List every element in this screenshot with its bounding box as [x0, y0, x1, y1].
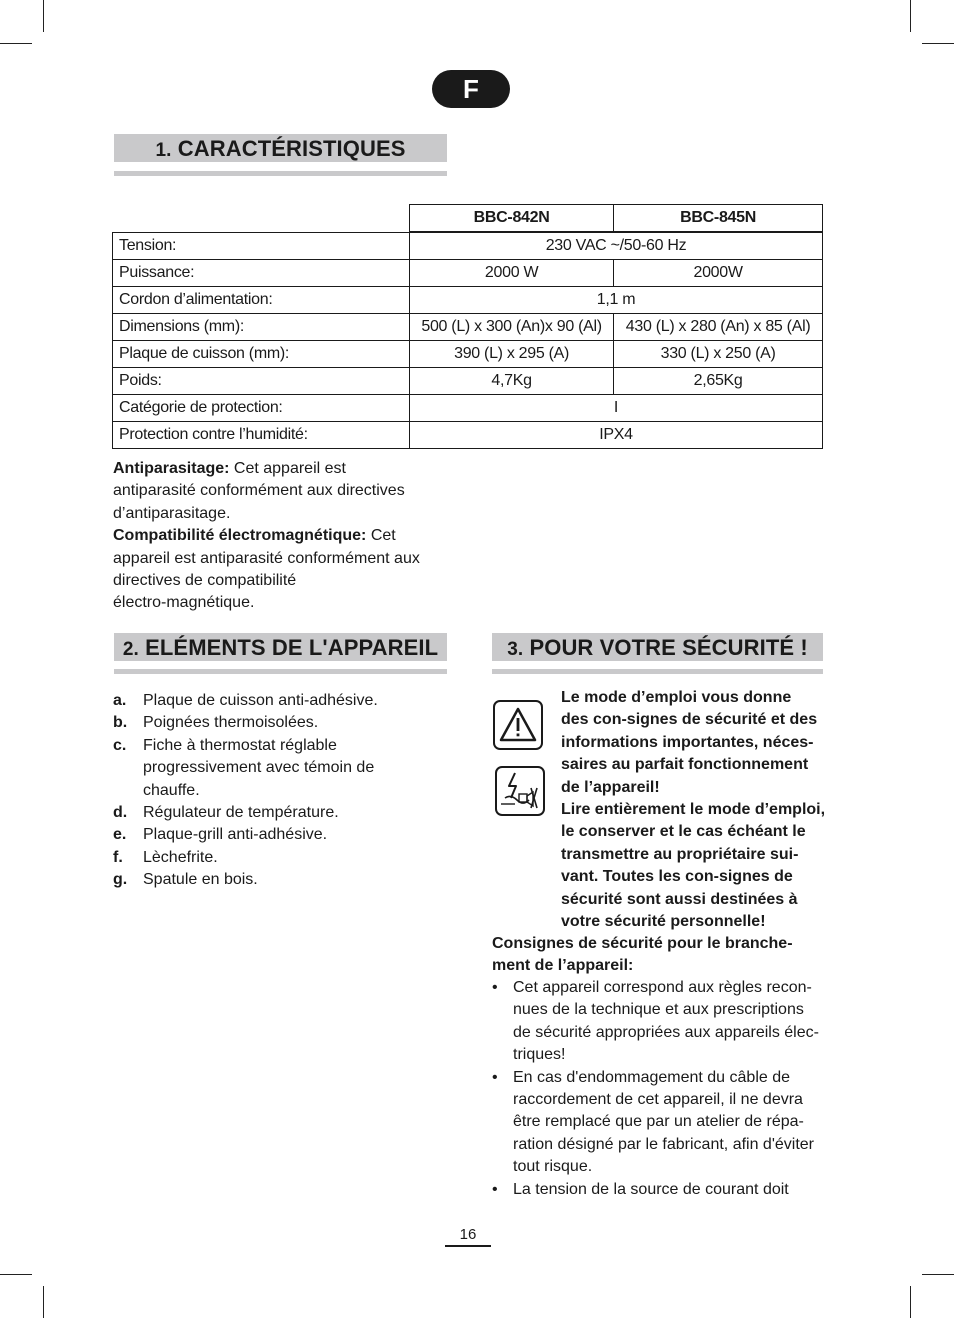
list-item [113, 690, 443, 712]
item-key: b. [113, 714, 128, 732]
list-item [113, 869, 443, 891]
section-heading-securite [492, 633, 823, 661]
intro-line: de l’appareil! [561, 778, 660, 796]
table-row [113, 260, 823, 287]
item-line: Spatule en bois. [143, 871, 258, 889]
item-key: e. [113, 826, 127, 844]
table-row [113, 287, 823, 314]
intro-line: des con-signes de sécurité et des [561, 711, 818, 729]
safety-intro [561, 687, 846, 933]
section-title: POUR VOTRE SÉCURITÉ ! [529, 635, 808, 660]
spec-header-blank [113, 205, 410, 233]
bullet-line: de sécurité appropriées aux appareils élec- [513, 1023, 819, 1041]
intro-line: Le mode d’emploi vous donne [561, 689, 792, 706]
section-number: 3. [507, 639, 524, 660]
crop-mark [910, 1286, 911, 1318]
model-header: BBC-845N [614, 205, 823, 233]
row-value: 390 (L) x 295 (A) [410, 341, 614, 368]
section-title: ELÉMENTS DE L'APPAREIL [145, 635, 439, 660]
row-label: Puissance: [113, 260, 410, 287]
spec-table [112, 204, 823, 449]
item-line: Poignées thermoisolées. [143, 714, 319, 732]
intro-line: informations importantes, néces- [561, 733, 814, 751]
crop-mark [922, 1274, 954, 1275]
section-number: 2. [122, 639, 139, 660]
crop-mark [910, 0, 911, 32]
table-row [113, 341, 823, 368]
section-heading-elements [114, 633, 447, 661]
safety-bullets [492, 977, 842, 1201]
crop-mark [922, 43, 954, 44]
list-item [492, 1067, 842, 1179]
note-line: directives de compatibilité [113, 572, 297, 590]
electric-shock-hazard-icon-graphic [497, 768, 543, 814]
bullet-line: triques! [513, 1046, 566, 1064]
model-header: BBC-842N [410, 205, 614, 233]
row-value: 430 (L) x 280 (An) x 85 (Al) [614, 314, 823, 341]
crop-mark [43, 1286, 44, 1318]
list-item [113, 824, 443, 846]
crop-mark [0, 43, 32, 44]
section-rule [114, 669, 447, 674]
note-line: d’antiparasitage. [113, 504, 231, 522]
note-line: appareil est antiparasité conformément aux [113, 549, 420, 567]
list-item [113, 735, 443, 802]
note-text: Cet [366, 527, 396, 545]
list-item [492, 1179, 842, 1201]
language-badge: F [432, 70, 510, 108]
list-item [113, 802, 443, 824]
list-item [113, 847, 443, 869]
sub-line: Consignes de sécurité pour le branche- [492, 935, 793, 952]
row-label: Poids: [113, 368, 410, 395]
bullet-line: La tension de la source de courant doit [513, 1180, 789, 1198]
item-line: Lèchefrite. [143, 848, 218, 866]
item-line: chauffe. [143, 781, 200, 799]
safety-subheading [492, 933, 842, 978]
bullet-dot: • [492, 979, 498, 996]
note-line: antiparasité conformément aux directives [113, 482, 405, 500]
row-value: 2000 W [410, 260, 614, 287]
row-value: 2,65Kg [614, 368, 823, 395]
item-key: g. [113, 871, 128, 889]
row-label: Protection contre l’humidité: [113, 422, 410, 449]
section-number: 1. [155, 140, 172, 161]
row-value: 4,7Kg [410, 368, 614, 395]
bullet-dot: • [492, 1180, 498, 1198]
section-title: CARACTÉRISTIQUES [177, 136, 406, 161]
list-item [492, 977, 842, 1067]
note-line: électro-magnétique. [113, 594, 255, 612]
row-label: Plaque de cuisson (mm): [113, 341, 410, 368]
crop-mark [0, 1274, 32, 1275]
note-line [113, 458, 453, 480]
note-text: Cet appareil est [229, 460, 346, 477]
section-heading-caracteristiques [114, 134, 447, 162]
item-line: progressivement avec témoin de [143, 759, 375, 777]
sub-line: ment de l’appareil: [492, 957, 634, 975]
elements-list [113, 690, 443, 892]
warning-triangle-icon [493, 700, 543, 750]
item-line: Régulateur de température. [143, 804, 339, 822]
bullet-line: nues de la technique et aux prescriptions [513, 1001, 804, 1019]
intro-line: transmettre au propriétaire sui- [561, 845, 799, 863]
item-line: Plaque de cuisson anti-adhésive. [143, 692, 378, 709]
directives-notes [113, 458, 453, 615]
section-rule [492, 669, 823, 674]
page-number: 16 [459, 1226, 477, 1243]
intro-line: saires au parfait fonctionnement [561, 756, 809, 774]
section-rule [114, 171, 447, 176]
row-value: IPX4 [410, 422, 823, 449]
row-label: Cordon d’alimentation: [113, 287, 410, 314]
item-key: d. [113, 804, 128, 822]
row-value: 1,1 m [410, 287, 823, 314]
item-line: Fiche à thermostat réglable [143, 736, 337, 754]
warning-triangle-icon-graphic [495, 702, 541, 748]
item-key: a. [113, 692, 127, 709]
compat-label: Compatibilité électromagnétique: [113, 527, 367, 545]
row-value: 2000W [614, 260, 823, 287]
table-row [113, 314, 823, 341]
row-value: 230 VAC ~/50-60 Hz [410, 232, 823, 260]
bullet-line: raccordement de cet appareil, il ne devra [513, 1091, 803, 1109]
intro-line: sécurité sont aussi destinées à [561, 890, 798, 908]
row-value: 500 (L) x 300 (An)x 90 (Al) [410, 314, 614, 341]
bullet-line: être remplacé que par un atelier de répa- [513, 1113, 804, 1131]
item-line: Plaque-grill anti-adhésive. [143, 826, 328, 844]
crop-mark [43, 0, 44, 32]
row-label: Catégorie de protection: [113, 395, 410, 422]
table-row [113, 422, 823, 449]
bullet-line: tout risque. [513, 1158, 593, 1176]
page-number-rule [445, 1245, 491, 1247]
electric-shock-hazard-icon [495, 766, 545, 816]
row-label: Dimensions (mm): [113, 314, 410, 341]
intro-line: votre sécurité personnelle! [561, 913, 766, 931]
bullet-dot: • [492, 1068, 498, 1086]
list-item [113, 712, 443, 734]
spec-table-header [113, 205, 823, 233]
row-value: 330 (L) x 250 (A) [614, 341, 823, 368]
row-label: Tension: [113, 232, 410, 260]
intro-line: vant. Toutes les con-signes de [561, 868, 793, 886]
table-row [113, 368, 823, 395]
bullet-line: Cet appareil correspond aux règles recon- [513, 979, 812, 996]
bullet-line: ration désigné par le fabricant, afin d'éviter [513, 1135, 815, 1153]
item-key: c. [113, 736, 127, 754]
row-value: I [410, 395, 823, 422]
item-key: f. [113, 848, 123, 866]
bullet-line: En cas d'endommagement du câble de [513, 1068, 791, 1086]
table-row [113, 232, 823, 260]
intro-line: Lire entièrement le mode d’emploi, [561, 801, 826, 819]
note-line [113, 525, 453, 547]
table-row [113, 395, 823, 422]
intro-line: le conserver et le cas échéant le [561, 823, 806, 841]
antiparasitage-label: Antiparasitage: [113, 460, 230, 477]
